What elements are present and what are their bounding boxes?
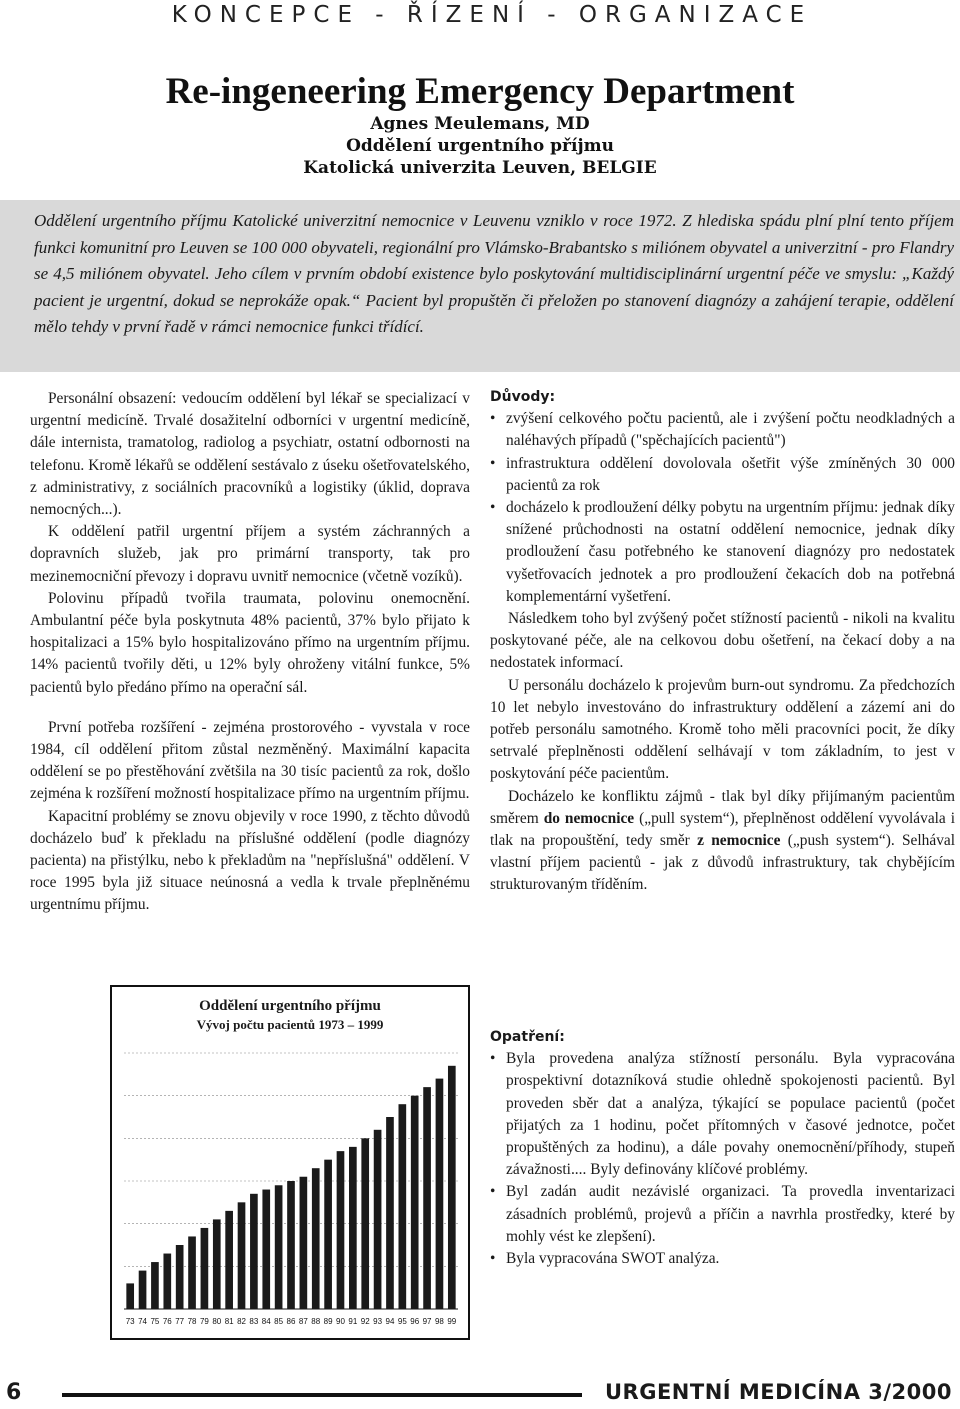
chart-tick-label: 89 [323,1317,333,1326]
paragraph: Následkem toho byl zvýšený počet stížností pacientů - nikoli na kvalitu poskytované péče, ale na celkovou dobu ošetření, na čekací doby a na nedostatek informací. [490,610,955,672]
conflict-bold-out: z nemocnice [697,832,781,850]
chart-bar-96 [411,1096,419,1309]
chart-tick-label: 82 [237,1317,246,1326]
chart-bar-97 [423,1087,431,1309]
paragraph: U personálu docházelo k projevům burn-out syndromu. Za předchozích 10 let nebylo investováno do infrastruktury oddělení a zázemí ani do potřeb personálu samotného. Kromě toho měli pracovníci pocit, že díky setrvalé přeplněnosti oddělení selhávají v tom základním, to jest v poskytování péče pacientům. [490,676,955,783]
chart-tick-label: 78 [187,1317,197,1326]
chart-tick-label: 75 [150,1317,160,1326]
chart-bar-83 [250,1194,258,1309]
chart-bar-76 [163,1254,171,1309]
paragraph: Polovinu případů tvořila traumata, polovinu onemocnění. Ambulantní péče byla poskytnuta 48% pacientů, 37% bylo přijato k hospitalizaci a 15% bylo hospitalizováno přímo na urgentním příjmu. 14% pacientů tvořily děti, u 12% byly ohroženy vitální funkce, 5% pacientů bylo předáno přímo na operační sál. [30,589,470,696]
chart-bar-78 [188,1236,196,1309]
measures-list [490,1048,955,1270]
chart-bar-94 [386,1117,394,1309]
chart-bar-91 [349,1147,357,1309]
chart-bar-85 [275,1185,283,1309]
list-item: • Byla vypracována SWOT analýza. [490,1248,955,1270]
chart-bar-95 [398,1104,406,1309]
article-author: Agnes Meulemans, MD [370,114,590,134]
chart-tick-label: 94 [385,1317,395,1326]
conflict-paragraph [490,786,955,897]
chart-bar-89 [324,1160,332,1309]
section-header: KONCEPCE - ŘÍZENÍ - ORGANIZACE [171,2,813,28]
chart-bar-81 [225,1211,233,1309]
right-column [490,386,955,897]
chart-bar-87 [300,1177,308,1309]
chart-tick-label: 77 [175,1317,185,1326]
left-column [30,388,470,917]
reasons-list [490,408,955,608]
chart-tick-label: 88 [311,1317,321,1326]
paragraph: Kapacitní problémy se znovu objevily v roce 1990, z těchto důvodů docházelo buď k překladu na příslušné oddělení (podle diagnózy pacienta) na přistýlku, nebo k překladům na "nepříslušná" oddělení. V roce 1995 byla již situace neúnosná a vedla k trvale přeplněnému urgentnímu příjmu. [30,807,470,914]
chart-bar-75 [151,1262,159,1309]
conflict-text-start: Docházelo ke konfliktu zájmů - tlak byl díky přijímaným pacientům směrem [490,787,955,827]
paragraph: Personální obsazení: vedoucím oddělení byl lékař se specializací v urgentní medicíně. Trvalé dosažitelní odborníci v urgentní medicíně, dále internista, tramatolog, radiolog a psychiatr, ostatní odbornosti na telefonu. Kromě lékařů se oddělení sestávalo z úseku ošetřovatelského, z administrativy, z sociálních pracovníků a logistiky (úklid, doprava nemocných...). [30,390,470,519]
chart-tick-label: 85 [274,1317,284,1326]
figure-box [110,985,470,1340]
chart-subtitle: Vývoj počtu pacientů 1973 – 1999 [196,1017,384,1032]
page-number: 6 [6,1380,22,1405]
journal-name: URGENTNÍ MEDICÍNA 3/2000 [605,1380,952,1404]
list-item: • docházelo k prodloužení délky pobytu na urgentním příjmu: jednak díky snížené průchodnosti na ostatní oddělení nemocnice, jednak díky prodloužení času potřebného ke stanovení diagnózy pro nedostatek vyšetřovacích jednotek a pro prodloužení čekacích dob na potřebná komplementární vyšetření. [490,497,955,608]
chart-bar-74 [139,1271,147,1309]
conflict-text-middle: („pull system“), přeplněnost oddělení vyvolávala i tlak na propouštění, tedy směr [490,809,955,850]
chart-tick-label: 79 [199,1317,209,1326]
article-title: Re-ingeneering Emergency Department [165,71,795,112]
chart-bar-92 [361,1138,369,1309]
conflict-bold-in: do nemocnice [543,809,635,827]
abstract-box [0,200,960,372]
measures-heading: Opatření: [490,1029,565,1045]
chart-bar-80 [213,1219,221,1309]
chart-tick-label: 84 [261,1317,271,1326]
measures-section [490,1026,955,1270]
chart-tick-label: 90 [336,1317,345,1326]
article-department: Oddělení urgentního příjmu [346,136,614,156]
chart-tick-label: 86 [286,1317,296,1326]
chart-tick-label: 73 [125,1317,135,1326]
chart-tick-label: 74 [138,1317,148,1326]
chart-tick-label: 87 [298,1317,308,1326]
list-item: • infrastruktura oddělení dovolovala ošetřit výše zmíněných 30 000 pacientů za rok [490,453,955,497]
chart-bar-82 [238,1202,246,1309]
list-item: • Byla provedena analýza stížností personálu. Byla vypracována prospektivní dotazníková studie ohledně spokojenosti pacientů. Byl proveden sběr dat a analýza, týkající se populace pacientů (počet přijatých za 1 hodinu, počet přítomných v časové jednotce, počet propuštěných za hodinu), a dále povahy onemocnění/příhody, stupeň závažnosti.... Byly definovány klíčové problémy. [490,1048,955,1181]
chart-bar-88 [312,1168,320,1309]
chart-tick-label: 96 [410,1317,420,1326]
chart-bar-79 [201,1228,209,1309]
chart-bar-99 [448,1066,456,1309]
chart-tick-label: 81 [224,1317,234,1326]
chart-bar-90 [337,1151,345,1309]
chart-tick-label: 93 [373,1317,383,1326]
chart-tick-label: 92 [360,1317,370,1326]
chart-tick-label: 83 [249,1317,259,1326]
chart-bar-73 [126,1283,134,1309]
chart-tick-label: 99 [447,1317,457,1326]
chart-title: Oddělení urgentního příjmu [199,998,381,1014]
chart-bar-93 [374,1130,382,1309]
chart-tick-label: 91 [348,1317,358,1326]
chart-tick-label: 95 [397,1317,407,1326]
reasons-heading: Důvody: [490,389,556,405]
list-item: • Byl zadán audit nezávislé organizaci. Ta provedla inventarizaci zásadních problémů, projevů a příčin a navrhla prostředky, které by mohly vést ke zlepšení). [490,1181,955,1248]
bar-chart [116,1047,464,1331]
chart-bar-86 [287,1181,295,1309]
list-item: • zvýšení celkového počtu pacientů, ale i zvýšení počtu neodkladných a naléhavých případů ("spěchajících pacientů") [490,408,955,452]
chart-tick-label: 98 [434,1317,444,1326]
article-institution: Katolická univerzita Leuven, BELGIE [303,158,657,178]
chart-tick-label: 80 [212,1317,222,1326]
chart-tick-label: 76 [162,1317,172,1326]
conflict-text-end: („push system“). Selhával vlastní příjem pacientů - jak z důvodů infrastruktury, tak chybějícím strukturovaným tříděním. [490,832,955,894]
paragraph: K oddělení patřil urgentní příjem a systém záchranných a dopravních služeb, jak pro primární transporty, tak pro mezinemocniční převozy i dopravu uvnitř nemocnice (včetně vozíků). [30,523,470,585]
chart-tick-label: 97 [422,1317,432,1326]
chart-bar-77 [176,1245,184,1309]
chart-bar-84 [262,1190,270,1309]
paragraph: První potřeba rozšíření - zejména prostorového - vyvstala v roce 1984, cíl oddělení přitom zůstal nezměněný. Maximální kapacita oddělení se po přestěhování zvětšila na 30 tisíc pacientů za rok, došlo zejména k rozšíření možností hospitalizace přímo na urgentním příjmu. [30,718,470,803]
abstract-text: Oddělení urgentního příjmu Katolické univerzitní nemocnice v Leuvenu vzniklo v roce 1972. Z hlediska spádu plní plní tento příjem funkci komunitní pro Leuven se 100 000 obyvateli, regionální pro Vlámsko-Brabantsko s miliónem obyvatel a univerzitní - pro Flandry se 4,5 miliónem obyvatel. Jeho cílem v prvním období existence bylo poskytování multidisciplinární urgentní péče ve smyslu: „Každý pacient je urgentní, dokud se neprokáže opak.“ Pacient byl propuštěn či přeložen po stanovení diagnózy a zahájení terapie, oddělení mělo tehdy v první řadě v rámci nemocnice funkci třídící. [34,211,954,336]
chart-bar-98 [436,1079,444,1309]
footer-rule [62,1393,582,1397]
